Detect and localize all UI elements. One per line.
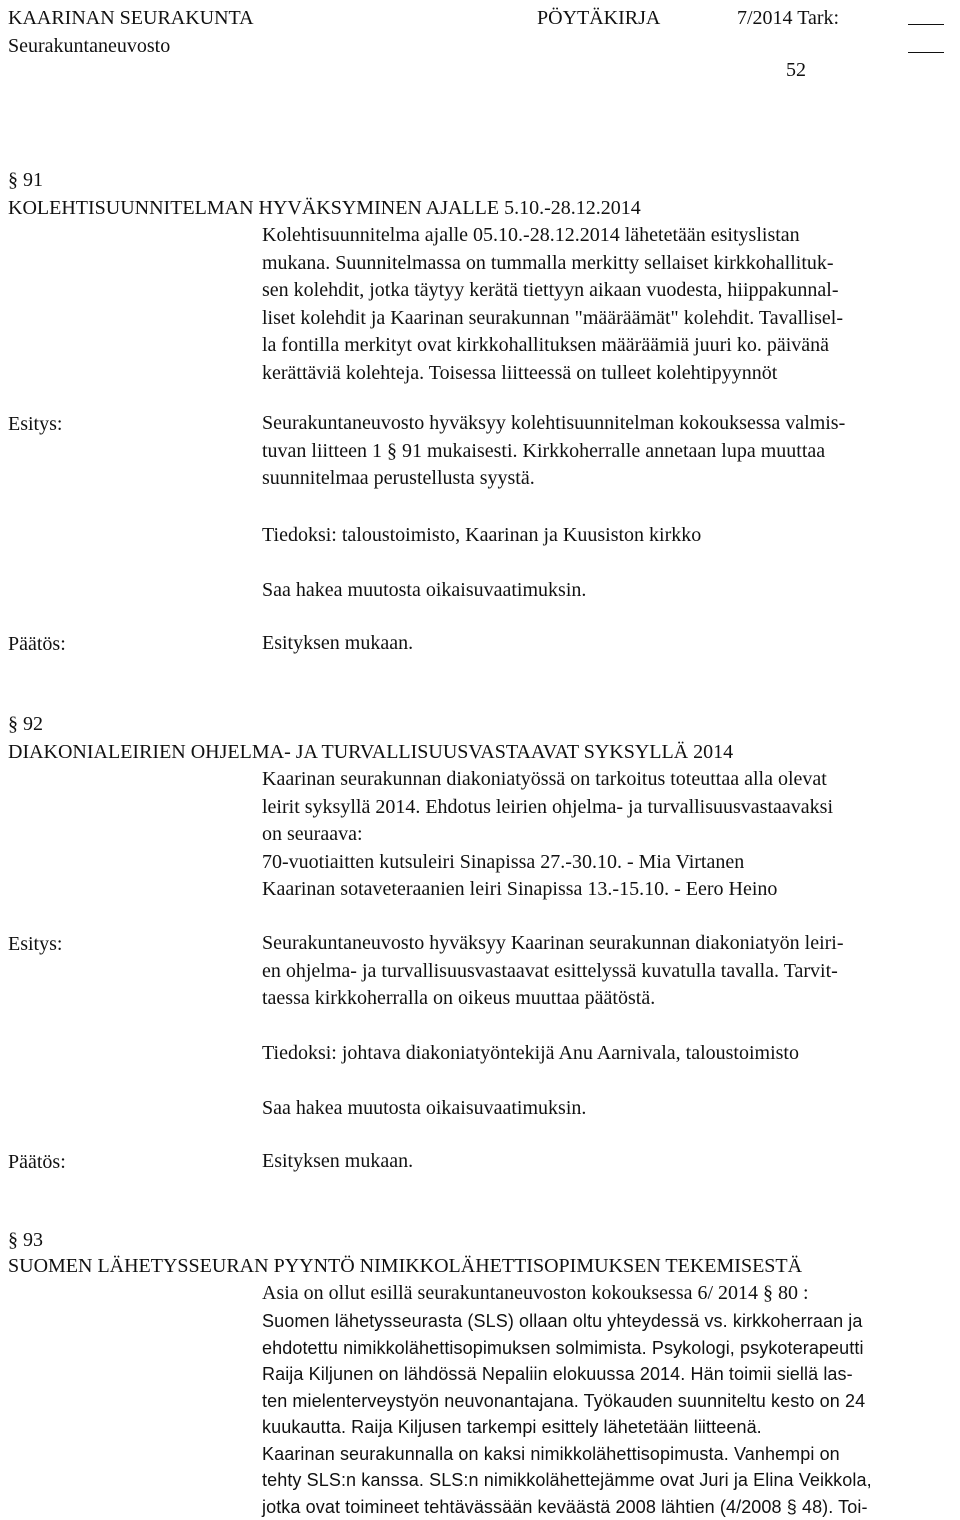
section-91-title: KOLEHTISUUNNITELMAN HYVÄKSYMINEN AJALLE 5.10.-28.12.2014	[8, 197, 641, 219]
section-91-number: § 91	[8, 169, 43, 191]
section-92-decision: Esityksen mukaan.	[262, 1150, 414, 1172]
section-93-number: § 93	[8, 1229, 43, 1251]
header-blank-1	[908, 6, 944, 31]
section-92-intro: Kaarinan seurakunnan diakoniatyössä on tarkoitus toteuttaa alla olevat leirit syksyllä 2014. Ehdotus leirien ohjelma- ja turvallisuusvastaavaksi on seuraava: 70-vuotiaitten kutsuleiri Sinapissa 27.-30.10. - Mia Virtanen Kaarinan sotaveteraanien leiri Sinapissa 13.-15.10. - Eero Heino	[262, 768, 833, 900]
section-92-title: DIAKONIALEIRIEN OHJELMA- JA TURVALLISUUSVASTAAVAT SYKSYLLÄ 2014	[8, 741, 734, 763]
header-number: 7/2014 Tark:	[737, 7, 840, 29]
section-92-proposal: Seurakuntaneuvosto hyväksyy Kaarinan seurakunnan diakoniatyön leiri- en ohjelma- ja turvallisuusvastaavat esittelyssä kuvatulla tavalla. Tarvit- taessa kirkkoherralla on oikeus muuttaa päätöstä.	[262, 932, 844, 1009]
section-93-title: SUOMEN LÄHETYSSEURAN PYYNTÖ NIMIKKOLÄHETTISOPIMUKSEN TEKEMISESTÄ	[8, 1255, 803, 1277]
section-91-appeal: Saa hakea muutosta oikaisuvaatimuksin.	[262, 579, 587, 601]
section-91-proposal: Seurakuntaneuvosto hyväksyy kolehtisuunnitelman kokouksessa valmis- tuvan liitteen 1 § 91 mukaisesti. Kirkkoherralle annetaan lupa muuttaa suunnitelmaa perustellusta syystä.	[262, 412, 846, 489]
section-91-decision: Esityksen mukaan.	[262, 632, 414, 654]
header-org: KAARINAN SEURAKUNTA	[8, 7, 254, 29]
section-92-notice: Tiedoksi: johtava diakoniatyöntekijä Anu Aarnivala, taloustoimisto	[262, 1042, 799, 1064]
header-body-name: Seurakuntaneuvosto	[8, 35, 171, 57]
section-91-notice: Tiedoksi: taloustoimisto, Kaarinan ja Kuusiston kirkko	[262, 524, 702, 546]
section-91-decision-label: Päätös:	[8, 633, 66, 655]
section-92-decision-label: Päätös:	[8, 1151, 66, 1173]
section-92-proposal-label: Esitys:	[8, 933, 63, 955]
section-91-proposal-label: Esitys:	[8, 413, 63, 435]
page-number: 52	[786, 59, 806, 81]
section-92-number: § 92	[8, 713, 43, 735]
section-92-appeal: Saa hakea muutosta oikaisuvaatimuksin.	[262, 1097, 587, 1119]
section-93-intro-first: Asia on ollut esillä seurakuntaneuvoston kokouksessa 6/ 2014 § 80 :	[262, 1282, 809, 1304]
header-doc-type: PÖYTÄKIRJA	[537, 7, 661, 29]
header-blank-2	[908, 34, 944, 59]
section-93-intro: Suomen lähetysseurasta (SLS) ollaan oltu yhteydessä vs. kirkkoherraan ja ehdotettu nimikkolähettisopimuksen solmimista. Psykologi, psykoterapeutti Raija Kiljunen on lähdössä Nepaliin elokuussa 2014. Hän toimii siellä las- ten mielenterveystyön neuvonantajana. Työkauden suunniteltu kesto on 24 kuukautta. Raija Kiljusen tarkempi esittely lähetetään liitteenä. Kaarinan seurakunnalla on kaksi nimikkolähettisopimusta. Vanhempi on tehty SLS:n kanssa. SLS:n nimikkolähettejämme ovat Juri ja Elina Veikkola, jotka ovat toimineet tehtävässään keväästä 2008 lähtien (4/2008 § 48). Toi-	[262, 1311, 872, 1517]
section-91-intro: Kolehtisuunnitelma ajalle 05.10.-28.12.2014 lähetetään esityslistan mukana. Suunnitelmassa on tummalla merkitty sellaiset kirkkohallituk- sen kolehdit, jotka täytyy kerätä tiettyyn aikaan vuodesta, hiippakunnal- liset kolehdit ja Kaarinan seurakunnan "määräämät" kolehdit. Tavallisel- la fontilla merkityt ovat kirkkohallituksen määräämiä juuri ko. päivänä kerättäviä kolehteja. Toisessa liitteessä on tulleet kolehtipyynnöt	[262, 224, 844, 384]
